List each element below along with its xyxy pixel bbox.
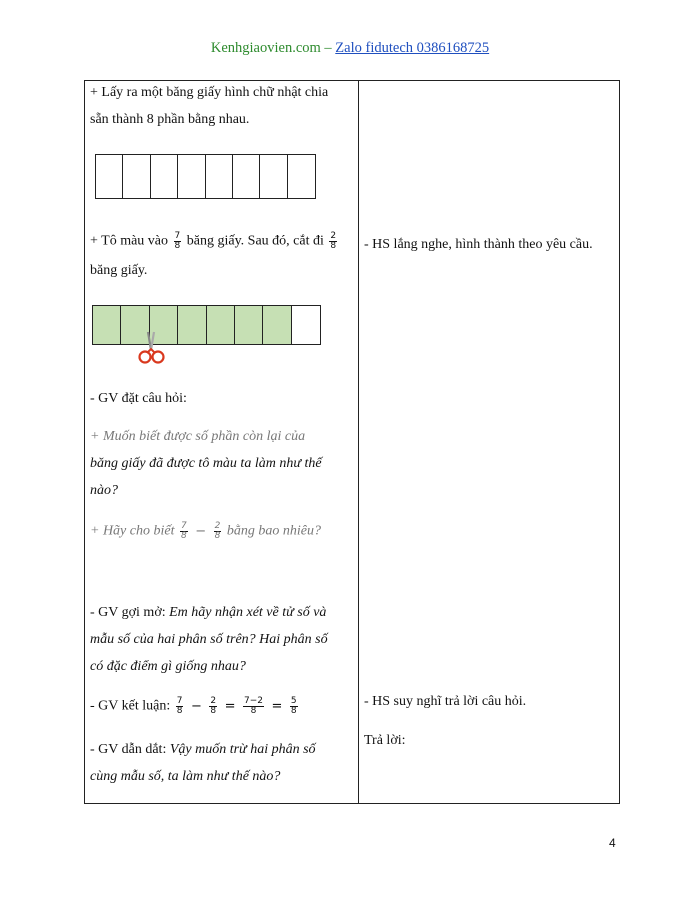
conclusion-prefix: - GV kết luận: — [90, 698, 171, 714]
question2-text-a: + Hãy cho biết — [90, 523, 175, 539]
conclusion — [90, 697, 300, 716]
equals-sign: = — [271, 698, 283, 714]
strip-cell-shaded — [93, 306, 121, 344]
scissors-icon — [136, 330, 168, 366]
fraction-2-8: $\frac{2}{8}$ — [330, 231, 337, 251]
fraction-5-8: $\frac{5}{8}$ — [290, 696, 297, 716]
question2-text-b: bằng bao nhiêu? — [226, 523, 321, 539]
strip-cell — [96, 155, 123, 198]
strip-cell-shaded — [178, 306, 206, 344]
header-dash: – — [324, 40, 332, 56]
strip-cell — [123, 155, 150, 198]
question2 — [90, 522, 321, 541]
hint-prefix: - GV gợi mở: — [90, 605, 166, 620]
page-number: 4 — [609, 836, 616, 850]
column-divider — [358, 80, 359, 804]
step1-line1: + Lấy ra một băng giấy hình chữ nhật chia — [90, 85, 329, 100]
step2-text-a: + Tô màu vào — [90, 233, 169, 249]
page-header — [0, 40, 700, 57]
lead-text: Vậy muốn trừ hai phân số — [169, 742, 316, 757]
hint-line1 — [90, 604, 326, 622]
hint-line2: mẫu số của hai phân số trên? Hai phân số — [90, 632, 328, 647]
question1-line3: nào? — [90, 483, 118, 498]
student-response-1: - HS lắng nghe, hình thành theo yêu cầu. — [364, 237, 593, 252]
lead-line2: cùng mẫu số, ta làm như thế nào? — [90, 769, 281, 784]
strip-cell-shaded — [207, 306, 235, 344]
paper-strip-blank — [95, 154, 316, 199]
strip-cell-shaded — [263, 306, 291, 344]
header-zalo-link[interactable]: Zalo fidutech 0386168725 — [335, 40, 490, 56]
minus-sign: − — [195, 523, 207, 539]
header-site: Kenhgiaovien.com — [210, 40, 321, 56]
strip-cell — [260, 155, 287, 198]
fraction-2-8: $\frac{2}{8}$ — [210, 696, 217, 716]
paper-strip-shaded — [92, 305, 321, 345]
fraction-2-8: $\frac{2}{8}$ — [214, 521, 221, 541]
strip-cell — [292, 306, 320, 344]
step2-line2: băng giấy. — [90, 263, 148, 278]
step1-line2: sẵn thành 8 phần bằng nhau. — [90, 112, 250, 127]
fraction-7-minus-2-over-8: $\frac{7-2}{8}$ — [244, 696, 264, 716]
fraction-7-8: $\frac{7}{8}$ — [180, 521, 187, 541]
student-answer-label: Trả lời: — [364, 733, 406, 748]
strip-cell-shaded — [235, 306, 263, 344]
strip-cell — [233, 155, 260, 198]
fraction-7-8: $\frac{7}{8}$ — [174, 231, 181, 251]
hint-text: Em hãy nhận xét về tử số và — [169, 605, 327, 620]
minus-sign: − — [190, 698, 202, 714]
question1-line2: băng giấy đã được tô màu ta làm như thế — [90, 456, 322, 471]
hint-line3: có đặc điểm gì giống nhau? — [90, 659, 246, 674]
question1-line1: + Muốn biết được số phần còn lại của — [90, 429, 306, 444]
strip-cell — [206, 155, 233, 198]
student-response-2: - HS suy nghĩ trả lời câu hỏi. — [364, 694, 527, 709]
question-intro: - GV đặt câu hỏi: — [90, 391, 187, 406]
fraction-7-8: $\frac{7}{8}$ — [176, 696, 183, 716]
strip-cell — [151, 155, 178, 198]
step2-text-b: băng giấy. Sau đó, cắt đi — [186, 233, 324, 249]
strip-cell — [288, 155, 315, 198]
lead-prefix: - GV dẫn dắt: — [90, 742, 167, 757]
step2-line1 — [90, 232, 339, 251]
lead-line1 — [90, 741, 316, 759]
strip-cell — [178, 155, 205, 198]
equals-sign: = — [224, 698, 236, 714]
